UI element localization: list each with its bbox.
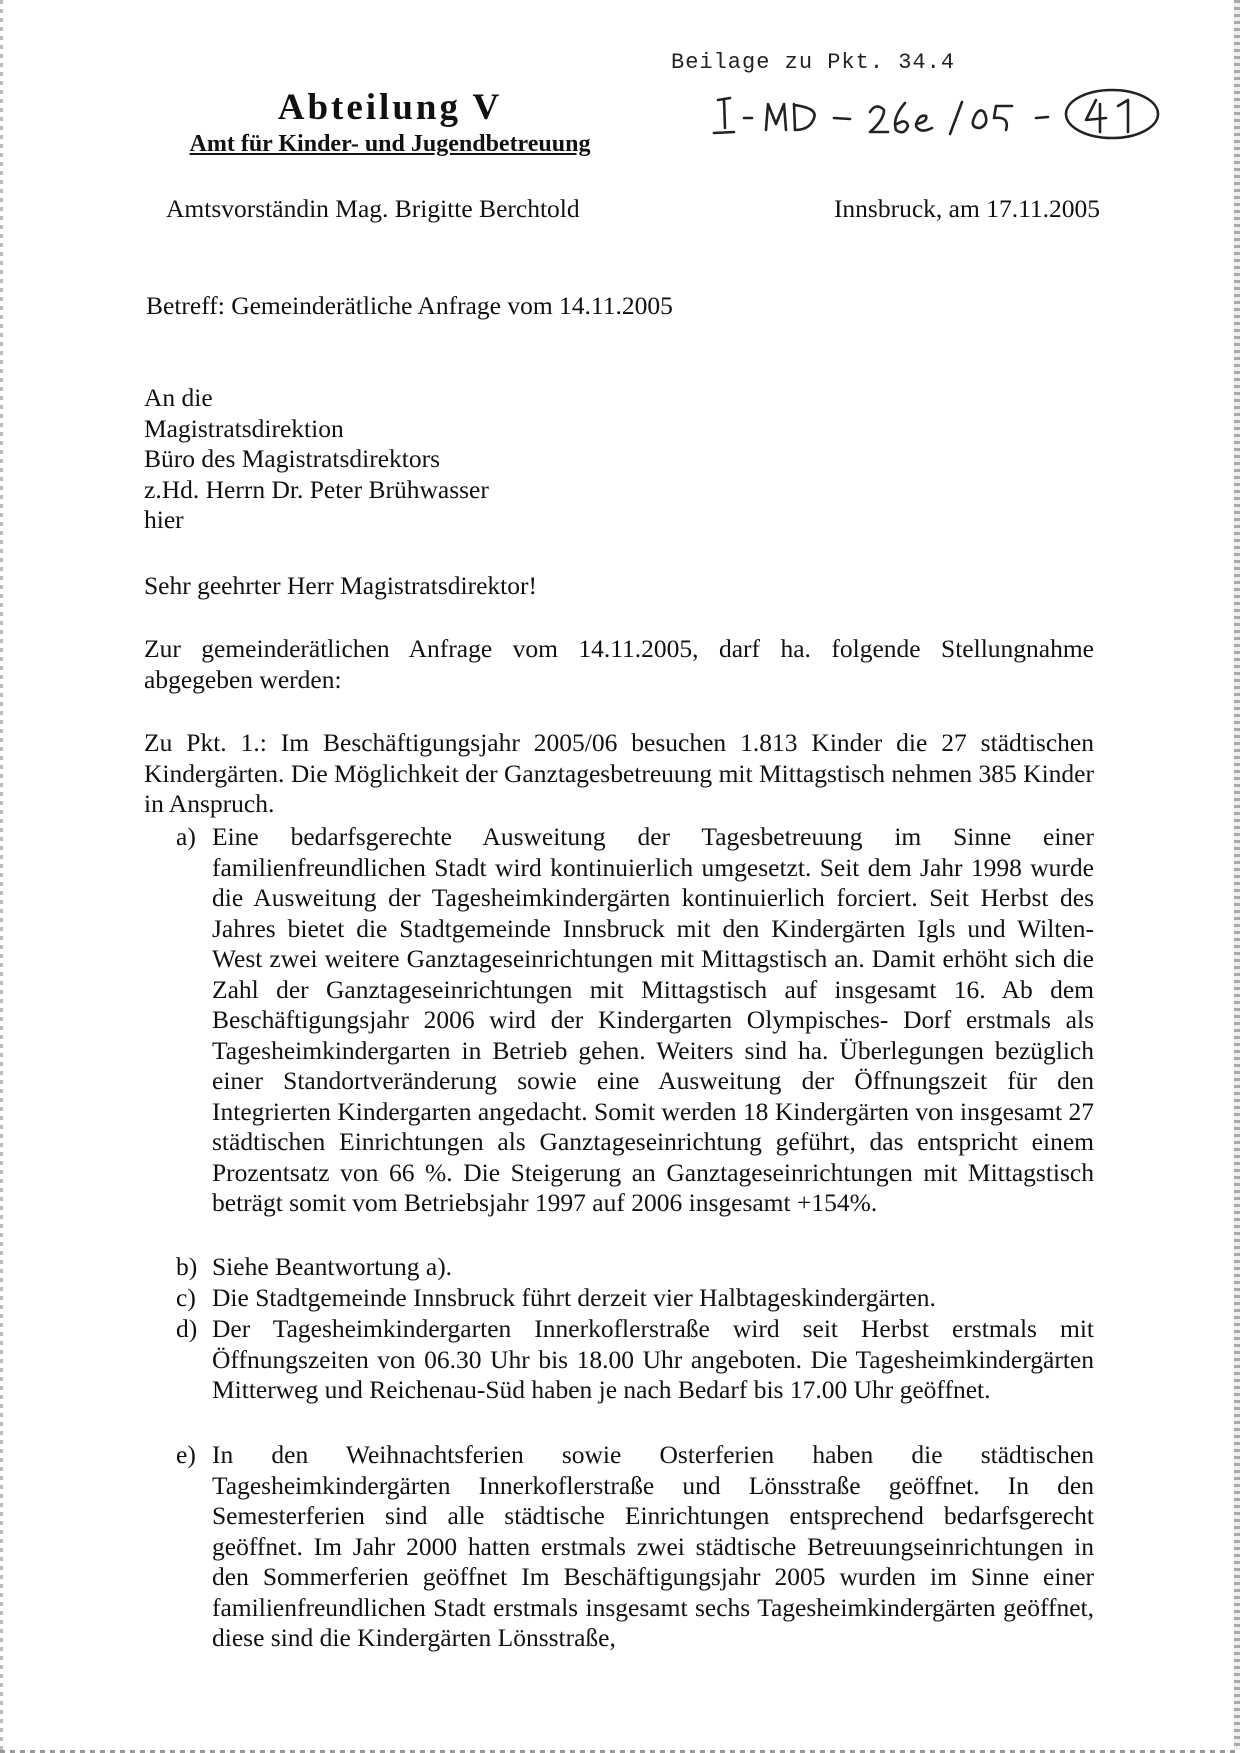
- list-item-label: a): [176, 822, 196, 851]
- salutation: Sehr geehrter Herr Magistratsdirektor!: [144, 571, 537, 600]
- handwritten-reference: [700, 88, 1170, 158]
- list-item-text: In den Weihnachtsferien sowie Osterferien haben die städtischen Tagesheimkindergärten Innerkoflerstraße und Lönsstraße geöffnet. In den Semesterferien sind alle städtische Einrichtungen entsprechend bedarfsgerecht geöffnet. Im Jahr 2000 hatten erstmals zwei städtische Betreuungseinrichtungen in den Sommerferien geöffnet Im Beschäftigungsjahr 2005 wurden im Sinne einer familienfreundlichen Stadt erstmals insgesamt sechs Tagesheimkindergärten geöffnet, diese sind die Kindergärten Lönsstraße,: [212, 1440, 1094, 1652]
- list-item-label: e): [176, 1440, 196, 1469]
- attachment-stamp: Beilage zu Pkt. 34.4: [671, 50, 956, 75]
- address-block: [144, 383, 489, 536]
- address-line: An die: [144, 383, 213, 412]
- list-item-label: c): [176, 1283, 196, 1312]
- list-item: [176, 1440, 1094, 1654]
- list-item-text: Siehe Beantwortung a).: [212, 1252, 453, 1281]
- address-line: Magistratsdirektion: [144, 413, 344, 443]
- subject-line: Betreff: Gemeinderätliche Anfrage vom 14.11.2005: [146, 291, 673, 320]
- point-1-paragraph: Zu Pkt. 1.: Im Beschäftigungsjahr 2005/06 besuchen 1.813 Kinder die 27 städtischen Kindergärten. Die Möglichkeit der Ganztagesbetreuung mit Mittagstisch nehmen 385 Kinder in Anspruch.: [144, 728, 1094, 818]
- head-of-office: Amtsvorständin Mag. Brigitte Berchtold: [166, 194, 580, 223]
- list-item-text: Die Stadtgemeinde Innsbruck führt derzeit vier Halbtageskindergärten.: [212, 1283, 936, 1312]
- address-line: z.Hd. Herrn Dr. Peter Brühwasser: [144, 474, 489, 504]
- list-item-label: b): [176, 1252, 198, 1281]
- department-subtitle: Amt für Kinder- und Jugendbetreuung: [189, 131, 591, 157]
- list-item: [176, 1252, 1094, 1283]
- scan-edge-right: [1234, 0, 1240, 1753]
- department-title: Abteilung V: [277, 87, 503, 128]
- address-line: Büro des Magistratsdirektors: [144, 444, 441, 473]
- place-date: Innsbruck, am 17.11.2005: [833, 194, 1100, 223]
- intro-paragraph: Zur gemeinderätlichen Anfrage vom 14.11.2005, darf ha. folgende Stellungnahme abgegeben werden:: [144, 634, 1094, 694]
- list-item-text: Eine bedarfsgerechte Ausweitung der Tagesbetreuung im Sinne einer familienfreundlichen Stadt wird kontinuierlich umgesetzt. Seit dem Jahr 1998 wurde die Ausweitung der Tagesheimkindergärten kontinuierlich forciert. Seit Herbst des Jahres bietet die Stadtgemeinde Innsbruck mit den Kindergärten Igls und Wilten- West zwei weitere Ganztageseinrichtungen mit Mittagstisch an. Damit erhöht sich die Zahl der Ganztageseinrichtungen mit Mittagstisch auf insgesamt 16. Ab dem Beschäftigungsjahr 2006 wird der Kindergarten Olympisches- Dorf erstmals als Tagesheimkindergarten in Betrieb gehen. Weiters sind ha. Überlegungen bezüglich einer Standortveränderung sowie eine Ausweitung der Öffnungszeit für den Integrierten Kindergarten angedacht. Somit werden 18 Kindergärten von insgesamt 27 städtischen Einrichtungen als Ganztageseinrichtung geführt, das entspricht einem Prozentsatz von 66 %. Die Steigerung an Ganztageseinrichtungen mit Mittagstisch beträgt somit vom Betriebsjahr 1997 auf 2006 insgesamt +154%.: [212, 822, 1094, 1217]
- list-item: [176, 822, 1094, 1219]
- list-item-label: d): [176, 1314, 198, 1343]
- list-item: [176, 1314, 1094, 1406]
- scan-edge-left: [0, 0, 3, 1753]
- list-item: [176, 1283, 1094, 1314]
- list-item-text: Der Tagesheimkindergarten Innerkoflerstraße wird seit Herbst erstmals mit Öffnungszeiten von 06.30 Uhr bis 18.00 Uhr angeboten. Die Tagesheimkindergärten Mitterweg und Reichenau-Süd haben je nach Bedarf bis 17.00 Uhr geöffnet.: [212, 1314, 1094, 1404]
- address-line: hier: [144, 505, 184, 534]
